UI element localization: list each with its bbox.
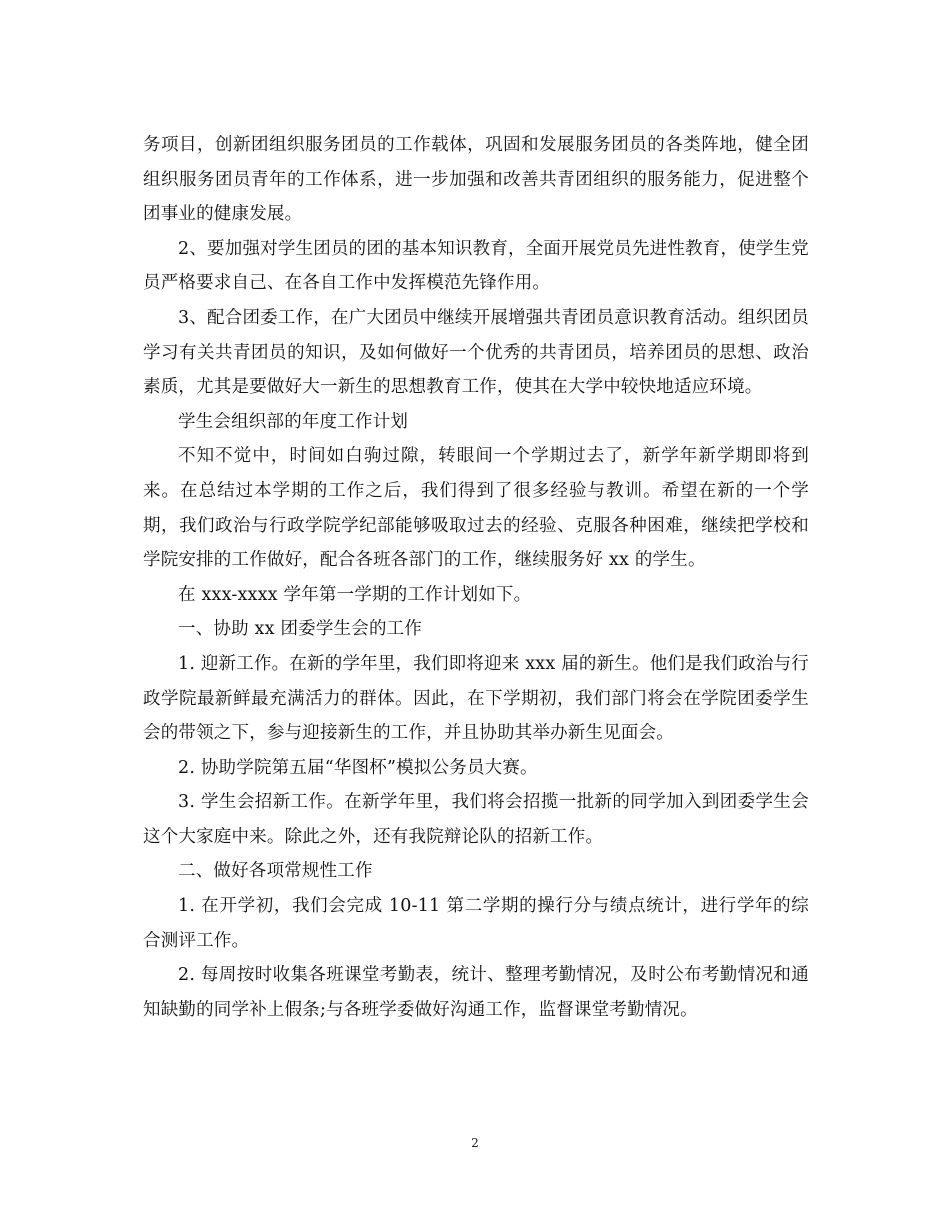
section-heading-assist: 一、协助 xx 团委学生会的工作 (178, 619, 423, 640)
section-heading-annual-plan: 学生会组织部的年度工作计划 (178, 411, 409, 432)
paragraph-recruitment: 3. 学生会招新工作。在新学年里，我们将会招揽一批新的同学加入到团委学生会这个大家庭中来。除此之外，还有我院辩论队的招新工作。 (143, 792, 809, 847)
paragraph-item-2-education: 2、要加强对学生团员的团的基本知识教育，全面开展党员先进性教育，使学生党员严格要求自己、在各自工作中发挥模范先锋作用。 (143, 238, 809, 294)
document-body (143, 128, 809, 1027)
paragraph-continued-service: 务项目，创新团组织服务团员的工作载体，巩固和发展服务团员的各类阵地，健全团组织服务团员青年的工作体系，进一步加强和改善共青团组织的服务能力，促进整个团事业的健康发展。 (143, 135, 809, 225)
paragraph-plan-lead: 在 xxx-xxxx 学年第一学期的工作计划如下。 (178, 584, 532, 605)
paragraph-attendance: 2. 每周按时收集各班课堂考勤表，统计、整理考勤情况，及时公布考勤情况和通知缺勤的同学补上假条;与各班学委做好沟通工作，监督课堂考勤情况。 (143, 965, 809, 1020)
page-number: 2 (471, 1136, 479, 1150)
paragraph-intro: 不知不觉中，时间如白驹过隙，转眼间一个学期过去了，新学年新学期即将到来。在总结过本学期的工作之后，我们得到了很多经验与教训。希望在新的一个学期，我们政治与行政学院学纪部能够吸取过去的经验、克服各种困难，继续把学校和学院安排的工作做好，配合各班各部门的工作，继续服务好 xx 的学生。 (143, 446, 809, 571)
paragraph-score-statistics: 1. 在开学初，我们会完成 10-11 第二学期的操行分与绩点统计，进行学年的综合测评工作。 (143, 896, 809, 951)
paragraph-civil-servant-contest: 2. 协助学院第五届“华图杯”模拟公务员大赛。 (178, 757, 538, 778)
section-heading-routine-work: 二、做好各项常规性工作 (178, 861, 373, 882)
paragraph-item-3-league-work: 3、配合团委工作，在广大团员中继续开展增强共青团员意识教育活动。组织团员学习有关共青团员的知识，及如何做好一个优秀的共青团员，培养团员的思想、政治素质，尤其是要做好大一新生的思想教育工作，使其在大学中较快地适应环境。 (143, 307, 809, 398)
paragraph-freshmen-welcome: 1. 迎新工作。在新的学年里，我们即将迎来 xxx 届的新生。他们是我们政治与行政学院最新鲜最充满活力的群体。因此，在下学期初，我们部门将会在学院团委学生会的带领之下，参与迎接新生的工作，并且协助其举办新生见面会。 (143, 653, 809, 744)
